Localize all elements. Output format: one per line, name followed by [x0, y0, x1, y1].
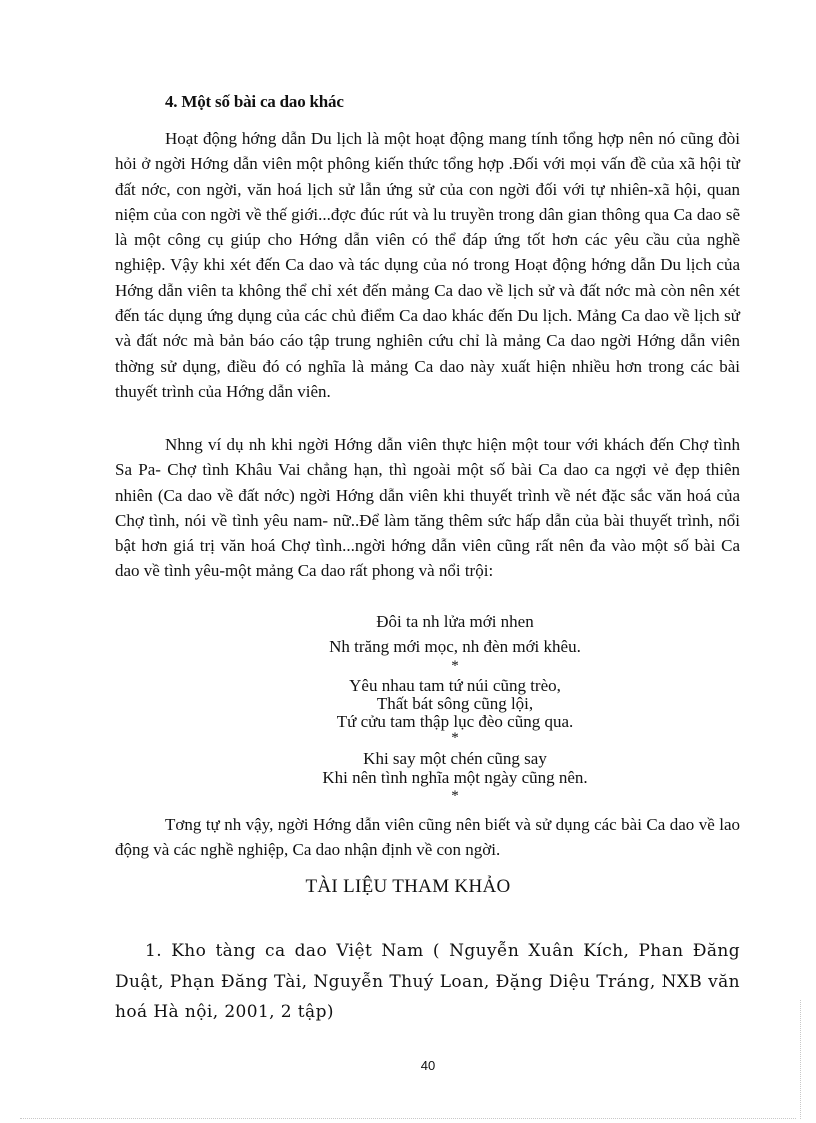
- poem-line: Tứ cửu tam thập lục đèo cũng qua.: [336, 712, 574, 731]
- reference-item: 1. Kho tàng ca dao Việt Nam ( Nguyễn Xuân Kích, Phan Đăng Duật, Phạn Đăng Tài, Nguyễn Thuý Loan, Đặng Diệu Tráng, NXB văn hoá Hà nội, 2001, 2 tập): [115, 941, 740, 1022]
- page-border-bottom: [20, 1118, 796, 1119]
- body-paragraph: Hoạt động hớng dẫn Du lịch là một hoạt động mang tính tổng hợp nên nó cũng đòi hỏi ở ngời Hớng dẫn viên một phông kiến thức tổng hợp .Đối với mọi vấn đề của xã hội từ đất nớc, con ngời, văn hoá lịch sử lẫn ứng sử của con ngời đối với tự nhiên-xã hội, quan niệm của con ngời về thế giới...đợc đúc rút và lu truyền trong dân gian thông qua Ca dao sẽ là một công cụ giúp cho Hớng dẫn viên có thể đáp ứng tốt hơn các yêu cầu của nghề nghiệp. Vậy khi xét đến Ca dao và tác dụng của nó trong Hoạt động hớng dẫn Du lịch của Hớng dẫn viên ta không thể chỉ xét đến mảng Ca dao về lịch sử và đất nớc mà còn nên xét đến tác dụng ứng dụng của các chủ điểm Ca dao khác đến Du lịch. Mảng Ca dao về lịch sử và đất nớc mà bản báo cáo tập trung nghiên cứu chỉ là mảng Ca dao ngời Hớng dẫn viên thờng sử dụng, điều đó có nghĩa là mảng Ca dao này xuất hiện nhiều hơn trong các bài thuyết trình của Hớng dẫn viên.: [115, 129, 740, 401]
- poem-separator: *: [451, 788, 459, 804]
- poem-line: Yêu nhau tam tứ núi cũng trèo,: [349, 676, 561, 695]
- poem-line: Thất bát sông cũng lội,: [376, 694, 534, 713]
- body-paragraph: Nhng ví dụ nh khi ngời Hớng dẫn viên thực hiện một tour với khách đến Chợ tình Sa Pa- Chợ tình Khâu Vai chẳng hạn, thì ngoài một số bài Ca dao ca ngợi vẻ đẹp thiên nhiên (Ca dao về đất nớc) ngời Hớng dẫn viên khi thuyết trình về nét đặc sắc văn hoá của Chợ tình, nói về tình yêu nam- nữ..Để làm tăng thêm sức hấp dẫn của bài thuyết trình, nổi bật hơn giá trị văn hoá Chợ tình...ngời hớng dẫn viên cũng rất nên đa vào một số bài Ca dao về tình yêu-một mảng Ca dao rất phong và nổi trội:: [115, 435, 740, 581]
- poem-line: Khi nên tình nghĩa một ngày cũng nên.: [322, 768, 588, 787]
- page-border-right: [800, 1000, 801, 1119]
- page-number: 40: [420, 1058, 436, 1073]
- poem-line: Nh trăng mới mọc, nh đèn mới khêu.: [329, 637, 581, 656]
- poem-separator: *: [451, 658, 459, 674]
- body-paragraph: Tơng tự nh vậy, ngời Hớng dẫn viên cũng nên biết và sử dụng các bài Ca dao về lao động và các nghề nghiệp, Ca dao nhận định về con ngời.: [115, 815, 740, 860]
- section-heading: 4. Một số bài ca dao khác: [165, 92, 344, 111]
- references-title: TÀI LIỆU THAM KHẢO: [305, 876, 511, 897]
- poem-line: Đôi ta nh lửa mới nhen: [376, 612, 534, 631]
- poem-separator: *: [451, 730, 459, 746]
- poem-line: Khi say một chén cũng say: [363, 749, 547, 768]
